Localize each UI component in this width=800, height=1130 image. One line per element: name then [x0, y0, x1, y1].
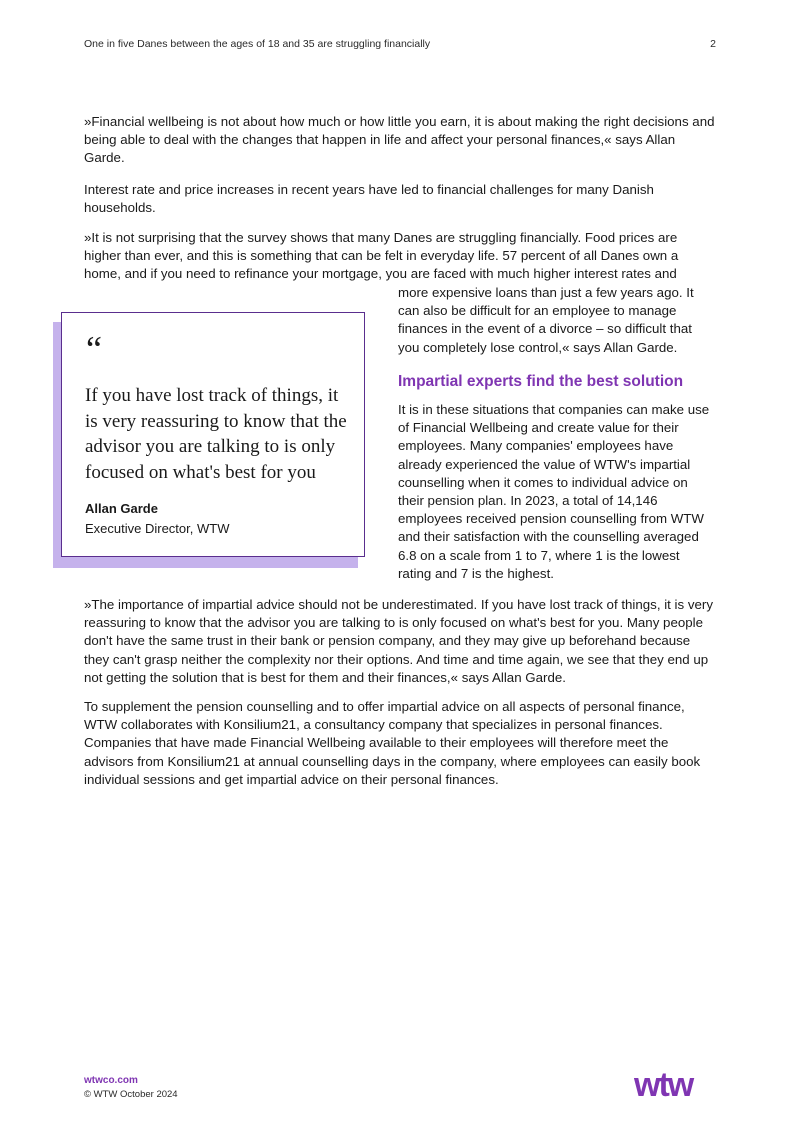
paragraph-6: To supplement the pension counselling and to offer impartial advice on all aspects of personal finance, WTW collaborates with Konsilium21, a consultancy company that specializes in personal finances. Companies that have made Financial Wellbeing available to their employees will therefore meet the advisors from Konsilium21 at annual counselling days in the company, where employees can easily book individual sessions and get impartial advice on their personal finances. [84, 699, 701, 787]
pull-quote [61, 312, 365, 557]
paragraph-1: »Financial wellbeing is not about how much or how little you earn, it is about making the right decisions and being able to deal with the changes that happen in life and affect your personal finances,« says Allan Garde. [84, 114, 715, 166]
pull-quote-author: Allan Garde [85, 501, 158, 516]
quote-mark-icon: “ [86, 329, 102, 369]
paragraph-3: »It is not surprising that the survey shows that many Danes are struggling financially. Food prices are higher than ever, and this is something that can be felt in everyday life. 57 percent of all Danes own a home, and if you need to refinance your mortgage, you are faced with much higher interest rates and [84, 230, 679, 282]
wtw-logo [634, 1070, 718, 1100]
paragraph-2: Interest rate and price increases in recent years have led to financial challenges for many Danish households. [84, 182, 654, 216]
footer-website-link[interactable]: wtwco.com [84, 1075, 138, 1086]
header-title: One in five Danes between the ages of 18 and 35 are struggling financially [84, 38, 431, 50]
page-header [84, 38, 716, 50]
paragraph-3-continued: more expensive loans than just a few years ago. It can also be difficult for an employee to manage finances in the event of a divorce – so difficult that you completely lose control,« says Allan Garde. [398, 285, 694, 355]
footer-copyright: © WTW October 2024 [84, 1089, 178, 1100]
section-subheading: Impartial experts find the best solution [398, 373, 684, 390]
page-number: 2 [710, 38, 716, 50]
paragraph-5: »The importance of impartial advice should not be underestimated. If you have lost track of things, it is very reassuring to know that the advisor you are talking to is only focused on what's best for you. Many people don't have the same trust in their bank or pension company, and they may give up beforehand because they can't grasp neither the complexity nor their options. And time and time again, we see that they end up not getting the solution that is best for them and their finances,« says Allan Garde. [84, 597, 713, 685]
pull-quote-role: Executive Director, WTW [85, 521, 230, 536]
paragraph-4: It is in these situations that companies can make use of Financial Wellbeing and create value for their employees. Many companies' employees have already experienced the value of WTW's impartial counselling when it comes to individual advice on their pension plan. In 2023, a total of 14,146 employees received pension counselling from WTW and their satisfaction with the counselling averaged 6.8 on a scale from 1 to 7, where 1 is the lowest rating and 7 is the highest. [398, 402, 710, 581]
svg-text:wtw: wtw [634, 1070, 693, 1100]
pull-quote-text: If you have lost track of things, it is very reassuring to know that the advisor you are talking to is only focused on what's best for you [85, 385, 347, 483]
